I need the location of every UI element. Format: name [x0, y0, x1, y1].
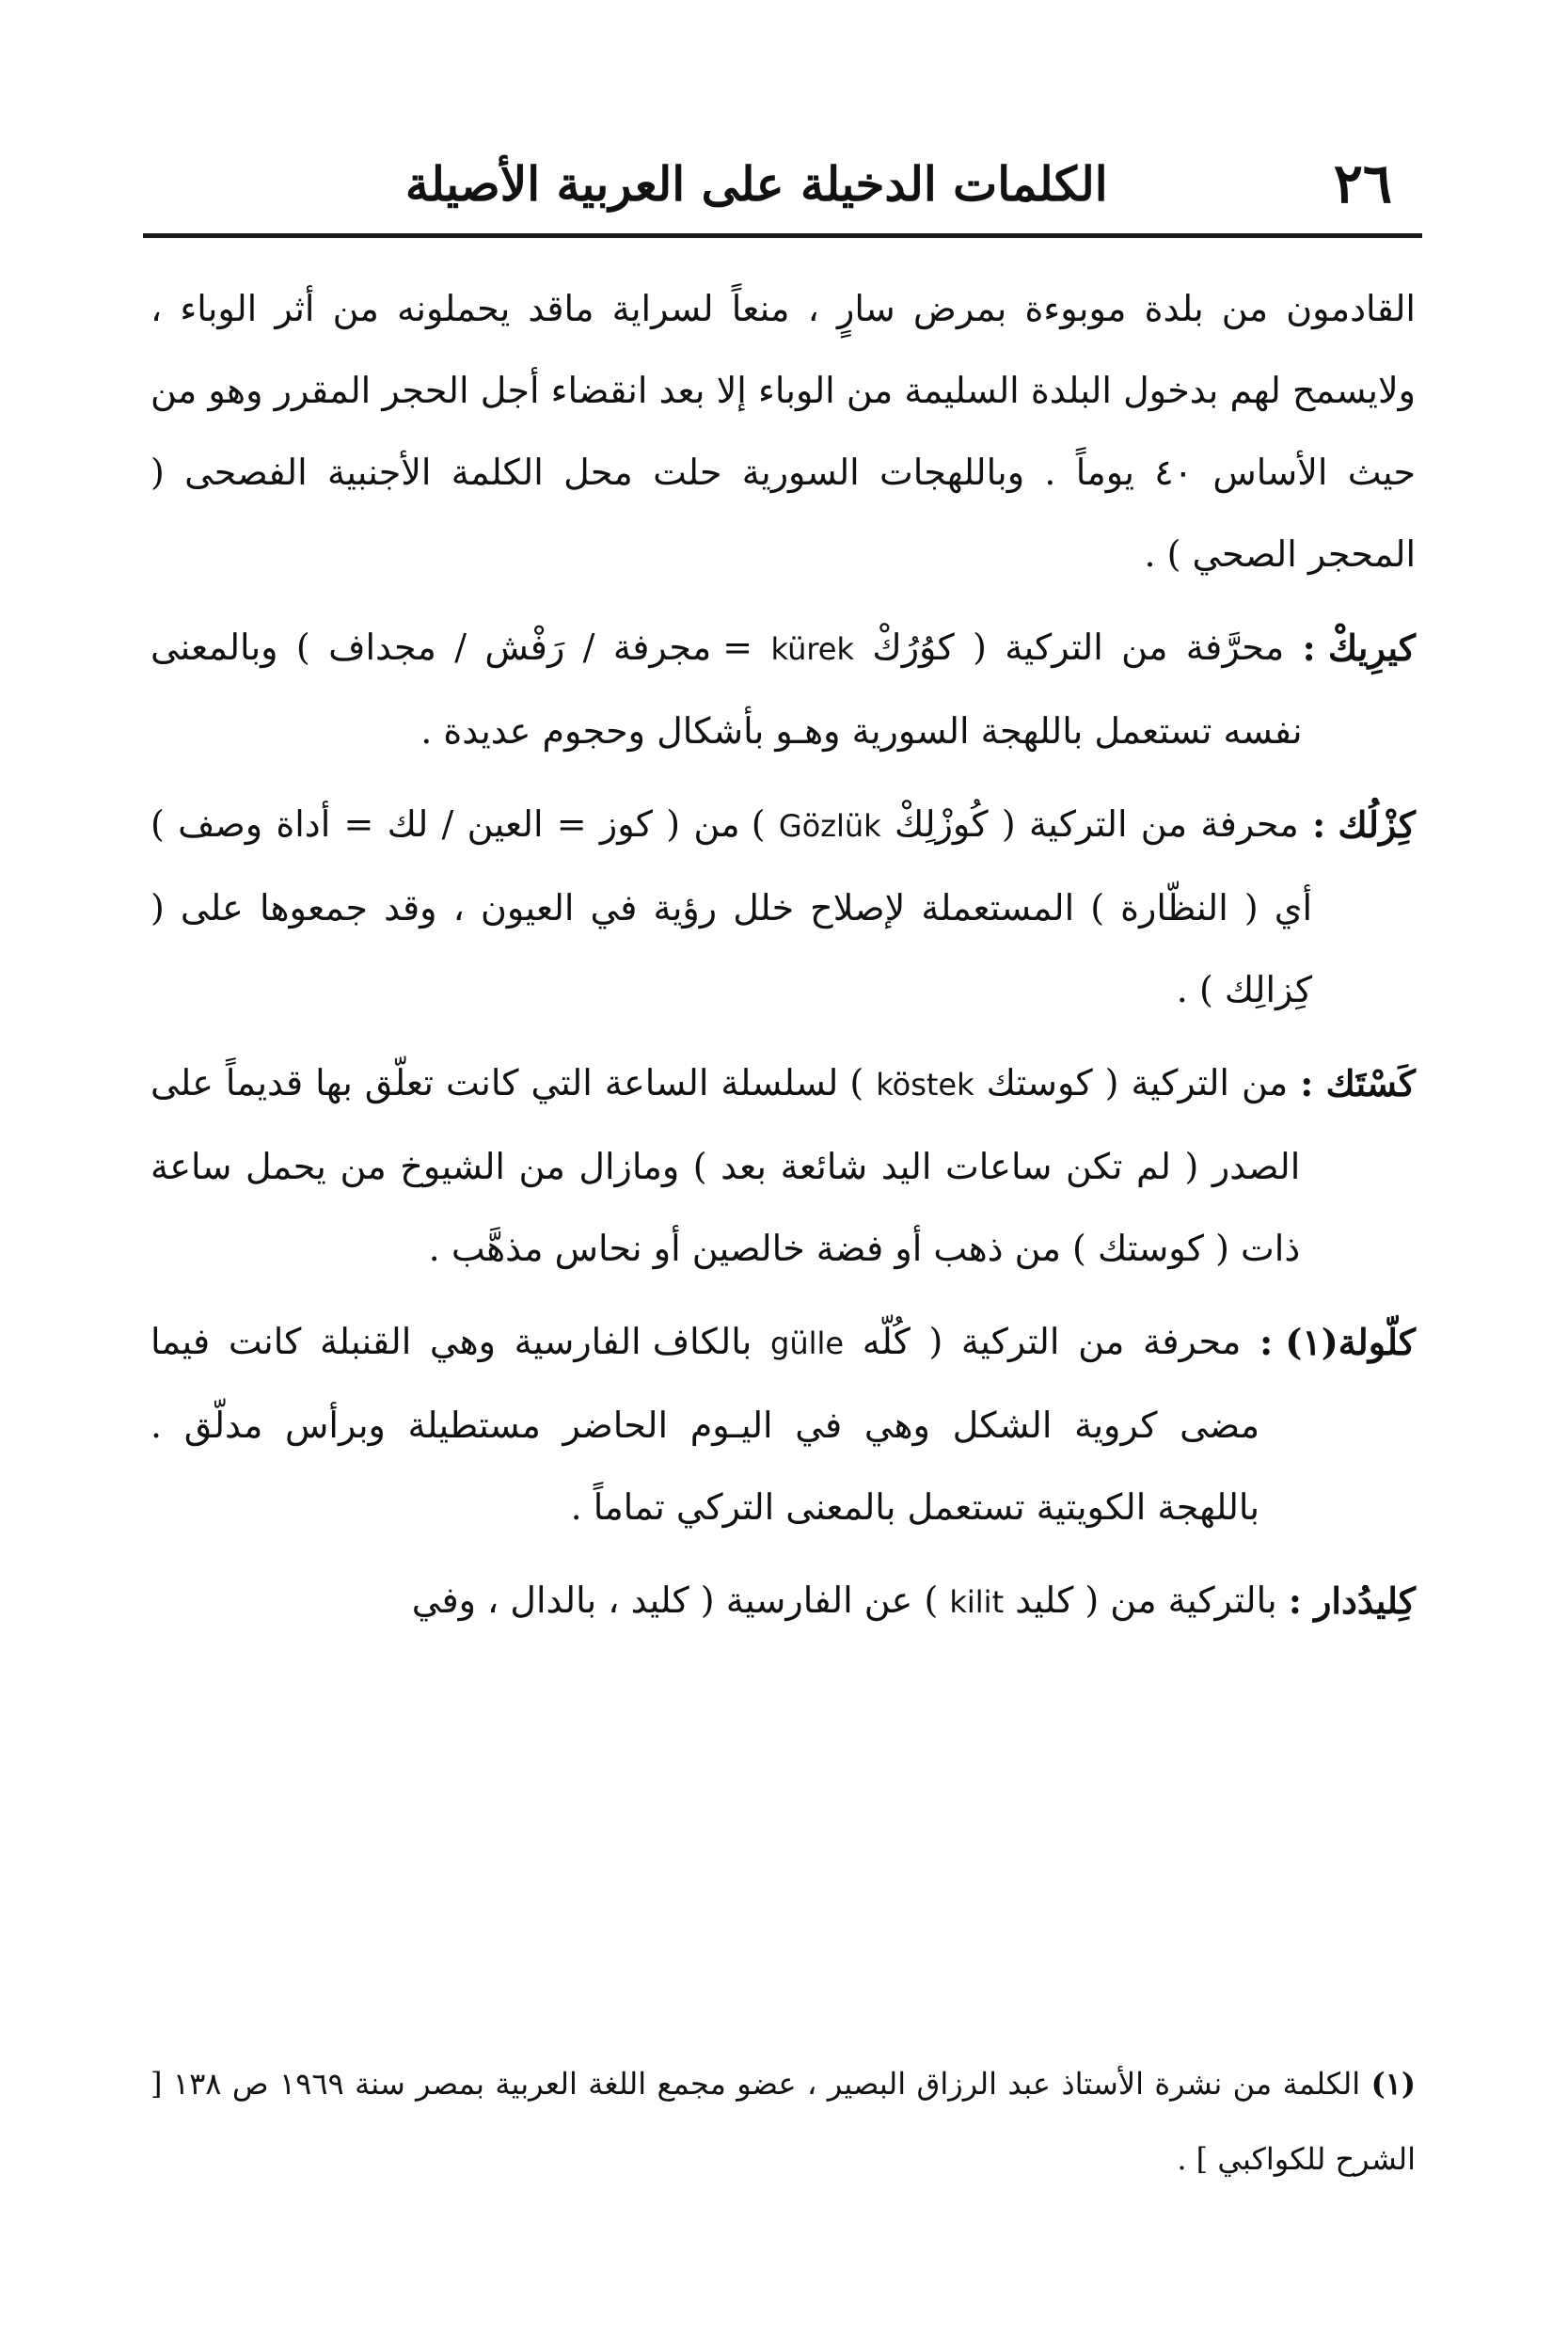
entry-text [150, 1560, 1289, 1643]
header-divider [143, 233, 1422, 238]
entry-text-after: ) لسلسلة الساعة التي كانت تعلّق بها قديماً على الصدر ( لم تكن ساعات اليد شائعة بعد ) ومازال من الشيوخ من يحمل ساعة ذات ( كوستك ) من ذهب أو فضة خالصين أو نحاس مذهَّب . [150, 1062, 1301, 1269]
entry-text [150, 607, 1303, 772]
latin-term: kürek [770, 631, 855, 667]
footnote-mark: (١) [1370, 2066, 1417, 2102]
entry-text-before: محرفة من التركية ( كُلّه [862, 1321, 1242, 1362]
entry-text [150, 784, 1312, 1031]
page-body [150, 268, 1416, 1655]
latin-term: köstek [876, 1067, 974, 1103]
entry-text-before: محرفة من التركية ( كُوزْلِكْ [894, 803, 1299, 845]
entry-text-after: بالكاف الفارسية وهي القنبلة كانت فيما مضى كروية الشكل وهي في اليـوم الحاضر مستطيلة وبرأس مدلّق . باللهجة الكويتية تستعمل بالمعنى التركي تماماً . [150, 1321, 1260, 1528]
entry-text [150, 1301, 1259, 1548]
latin-term: Gözlük [778, 808, 881, 844]
entry-kizluk [150, 784, 1416, 1031]
page-header [150, 141, 1420, 226]
headword: كِزْلُك : [1312, 803, 1416, 846]
entry-text [150, 1042, 1300, 1290]
footnote [150, 2046, 1416, 2197]
entry-text-after: ) عن الفارسية ( كليد ، بالدال ، وفي [411, 1579, 939, 1621]
footnote-text: الكلمة من نشرة الأستاذ عبد الرزاق البصير ، عضو مجمع اللغة العربية بمصر سنة ١٩٦٩ ص ١٣٨ [ الشرح للكواكبي ] . [150, 2066, 1416, 2177]
headword: كَسْتَك : [1300, 1062, 1416, 1104]
headword: كيرِيكْ : [1302, 627, 1416, 669]
headword: كلّولة(١) : [1259, 1321, 1416, 1363]
entry-text-after: ) من ( كوز = العين / لك = أداة وصف ) أي ( النظّارة ) المستعملة لإصلاح خلل رؤية في العيون ، وقد جمعوها على ( كِزالِك ) . [150, 803, 1313, 1010]
headword: كِليدُدار : [1288, 1579, 1416, 1622]
page-number: ٢٦ [1333, 151, 1392, 215]
entry-text-after: = مجرفة / رَفْش / مجداف ) وبالمعنى نفسه تستعمل باللهجة السورية وهـو بأشكال وحجوم عديدة . [150, 627, 1303, 752]
entry-text-before: بالتركية من ( كليد [1015, 1579, 1277, 1621]
entry-kallula [150, 1301, 1416, 1548]
entry-text-before: من التركية ( كوستك [986, 1062, 1289, 1103]
entry-text-before: محرَّفة من التركية ( كوُرُكْ [872, 627, 1285, 668]
intro-paragraph: القادمون من بلدة موبوءة بمرض سارٍ ، منعاً لسراية ماقد يحملونه من أثر الوباء ، ولايسمح لهم بدخول البلدة السليمة من الوباء إلا بعد انقضاء أجل الحجر المقرر وهو من حيث الأساس ٤٠ يوماً . وباللهجات السورية حلت محل الكلمة الأجنبية الفصحى ( المحجر الصحي ) . [150, 288, 1416, 575]
entry-kirik [150, 607, 1416, 772]
latin-term: kilit [949, 1584, 1005, 1620]
entry-kastak [150, 1042, 1416, 1290]
running-title: الكلمات الدخيلة على العربية الأصيلة [404, 155, 1108, 212]
latin-term: gülle [770, 1325, 845, 1361]
entry-kilidar [150, 1560, 1416, 1643]
